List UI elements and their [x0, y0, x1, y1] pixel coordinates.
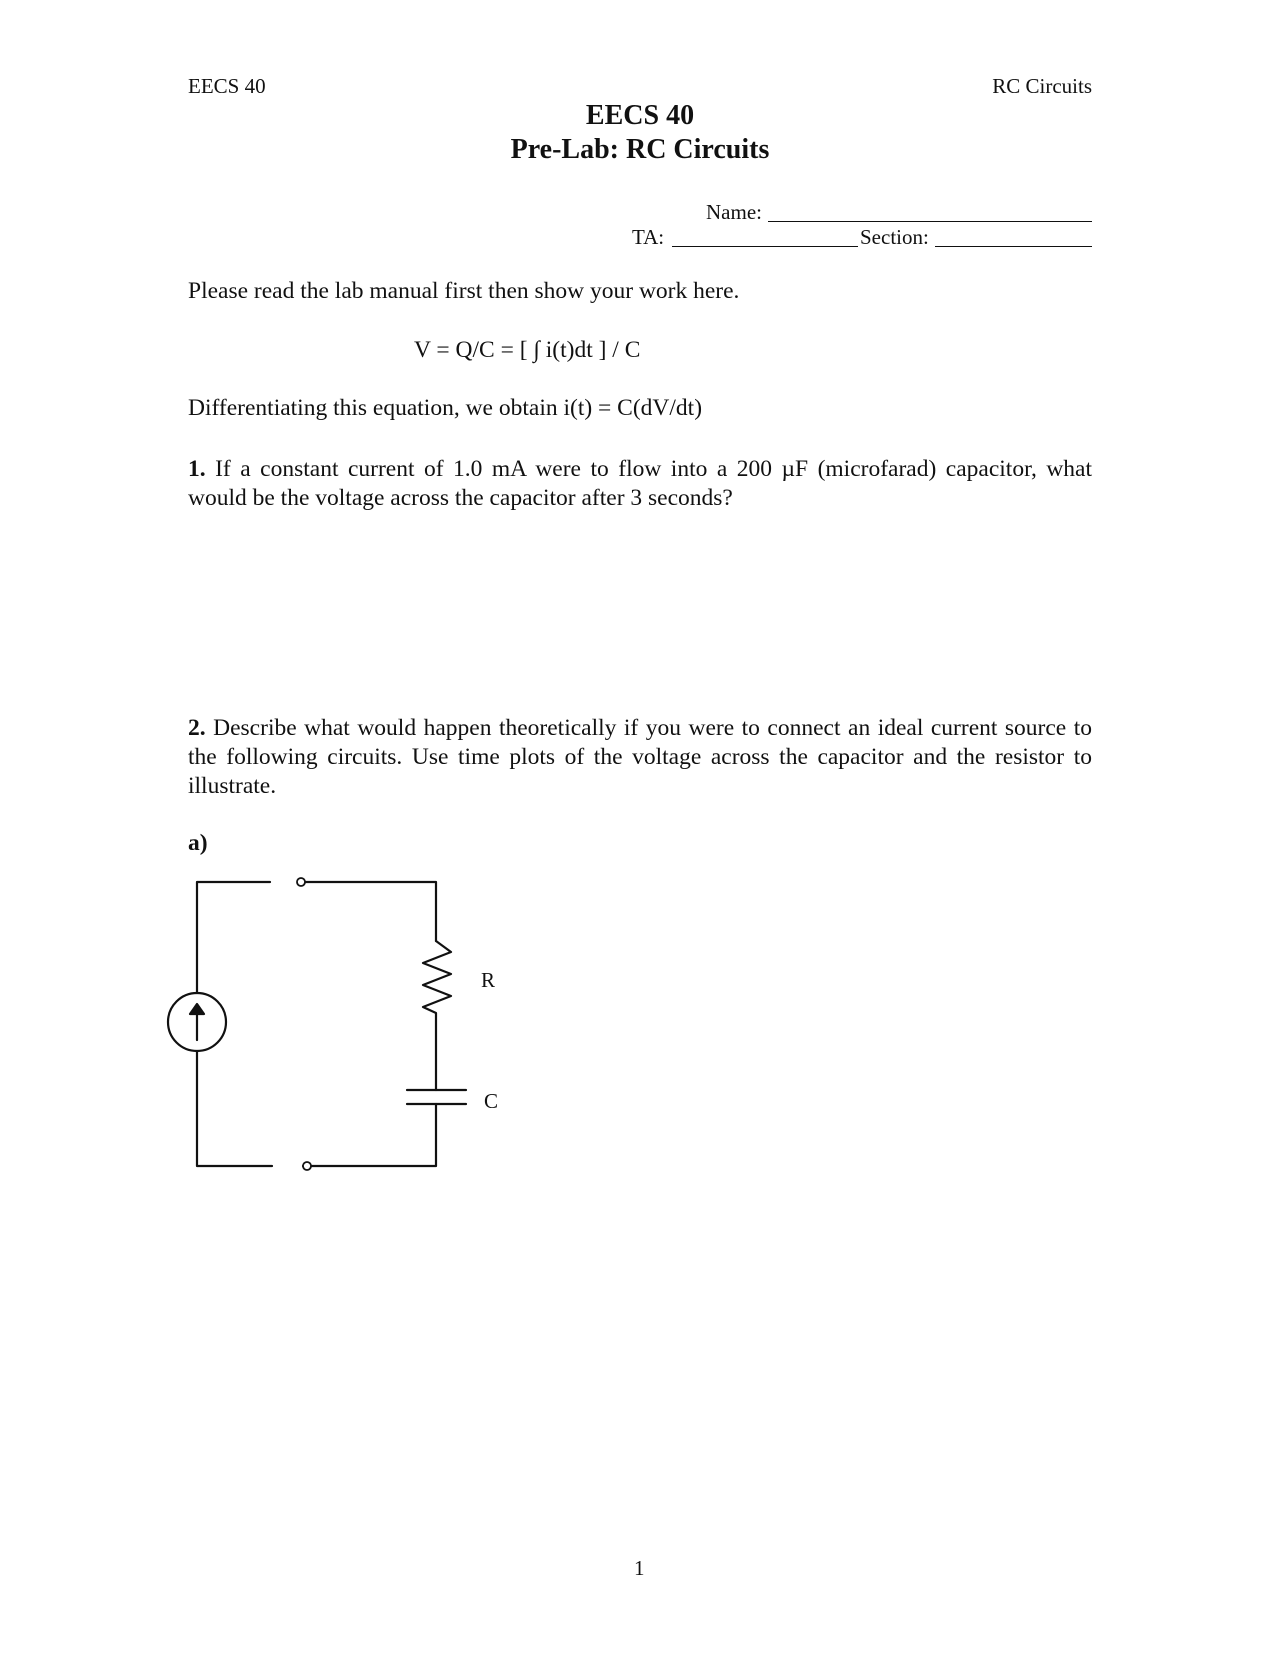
terminal-bottom — [303, 1162, 311, 1170]
section-label: Section: — [860, 225, 929, 249]
intro-text: Please read the lab manual first then show your work here. — [188, 278, 740, 304]
ta-label: TA: — [632, 225, 665, 249]
equation: V = Q/C = [ ∫ i(t)dt ] / C — [414, 337, 641, 363]
question-2-text: Describe what would happen theoretically if you were to connect an ideal current source to the following circuits. Use time plots of the voltage across the capacitor and the resistor to illustrate. — [188, 715, 1093, 799]
header-left: EECS 40 — [188, 74, 266, 98]
header-right: RC Circuits — [992, 74, 1092, 98]
wire-bottom-right — [303, 1104, 436, 1166]
name-label: Name: — [706, 200, 762, 224]
wire-bottom-left — [197, 1051, 272, 1166]
page-subtitle: Pre-Lab: RC Circuits — [510, 134, 770, 165]
question-1-text: If a constant current of 1.0 mA were to flow into a 200 µF (microfarad) capacitor, what would be the voltage across the capacitor after 3 seconds? — [188, 456, 1092, 511]
capacitor-label: C — [484, 1089, 499, 1113]
wire-top-left — [197, 882, 270, 993]
page-number: 1 — [634, 1556, 645, 1580]
question-2-number: 2. — [188, 715, 206, 741]
wire-top-right — [299, 882, 436, 941]
part-a-label: a) — [188, 830, 208, 856]
resistor — [423, 941, 451, 1090]
differentiating-text: Differentiating this equation, we obtain i(t) = C(dV/dt) — [188, 395, 703, 421]
page-title: EECS 40 — [585, 100, 695, 131]
terminal-top — [297, 878, 305, 886]
current-arrow-head — [190, 1004, 204, 1014]
resistor-label: R — [481, 968, 496, 992]
question-1-number: 1. — [188, 456, 206, 482]
